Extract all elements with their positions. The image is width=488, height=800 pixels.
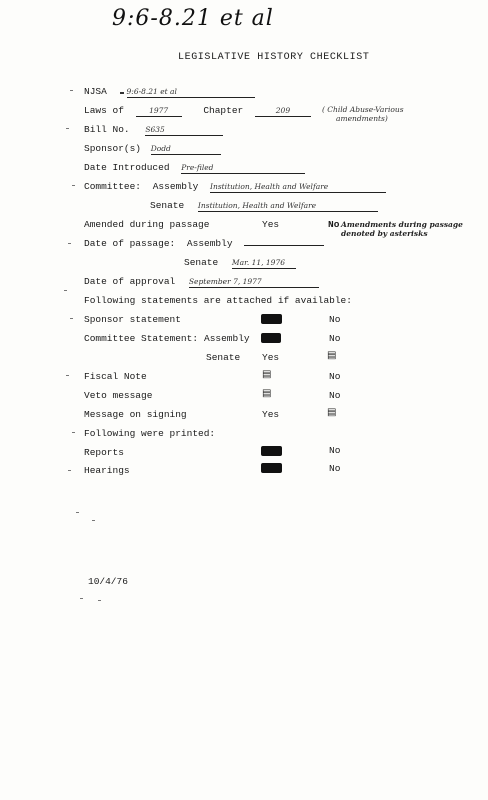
chapter-note-line1: ( Child Abuse-Various <box>322 105 404 114</box>
strike-mark-icon: ▤ <box>327 350 337 361</box>
passage-label: Date of passage: <box>84 238 176 249</box>
reports-label: Reports <box>84 447 124 458</box>
scan-speck <box>66 375 69 376</box>
hearings-label: Hearings <box>84 465 130 476</box>
laws-row <box>84 105 311 117</box>
scan-speck <box>72 432 75 433</box>
bill-no-label: Bill No. <box>84 124 130 135</box>
laws-of-value: 1977 <box>136 106 182 117</box>
laws-of-label: Laws of <box>84 105 124 116</box>
passage-senate-row <box>184 257 296 269</box>
committee-statement-senate-label: Senate <box>206 352 241 363</box>
amended-yes: Yes <box>262 219 280 230</box>
attached-heading: Following statements are attached if available: <box>84 295 352 306</box>
sponsor-statement-no: No <box>329 314 341 325</box>
scan-speck <box>76 512 79 513</box>
bill-row <box>84 124 223 136</box>
scan-speck <box>72 185 75 186</box>
chapter-note <box>322 105 404 123</box>
committee-statement-senate-yes: Yes <box>262 352 280 363</box>
chapter-note-line2: amendments) <box>336 114 388 123</box>
amended-note-line2: denoted by asterisks <box>341 229 428 238</box>
sponsor-label: Sponsor(s) <box>84 143 142 154</box>
scan-speck <box>70 318 73 319</box>
committee-assembly-row <box>84 181 386 193</box>
redaction-mark <box>261 333 281 343</box>
amended-no: No <box>328 219 340 230</box>
committee-senate-value: Institution, Health and Welfare <box>198 201 378 212</box>
njsa-row <box>84 86 255 98</box>
message-on-signing-label: Message on signing <box>84 409 187 420</box>
message-on-signing-yes: Yes <box>262 409 280 420</box>
committee-senate-label: Senate <box>150 200 185 211</box>
date-introduced-label: Date Introduced <box>84 162 170 173</box>
scan-speck <box>70 90 73 91</box>
redaction-mark <box>261 446 282 456</box>
committee-assembly-value: Institution, Health and Welfare <box>210 182 386 193</box>
amended-note <box>341 220 463 238</box>
amended-label: Amended during passage <box>84 219 210 230</box>
approval-label: Date of approval <box>84 276 176 287</box>
fiscal-note-label: Fiscal Note <box>84 371 147 382</box>
scan-speck <box>68 470 71 471</box>
veto-message-label: Veto message <box>84 390 153 401</box>
chapter-value: 209 <box>255 106 311 117</box>
redaction-mark <box>261 314 282 324</box>
passage-senate-value: Mar. 11, 1976 <box>232 258 296 269</box>
scan-speck <box>92 520 95 521</box>
approval-row <box>84 276 319 288</box>
date-introduced-value: Pre-filed <box>181 163 305 174</box>
committee-assembly-label: Assembly <box>152 181 199 192</box>
handwritten-title: 9:6-8.21 et al <box>112 6 274 31</box>
printed-heading: Following were printed: <box>84 428 216 439</box>
approval-value: September 7, 1977 <box>189 277 319 288</box>
bill-no-value: S635 <box>145 125 223 136</box>
sponsor-statement-label: Sponsor statement <box>84 314 181 325</box>
committee-senate-row <box>150 200 378 212</box>
committee-label: Committee: <box>84 181 142 192</box>
passage-assembly-value <box>244 245 324 246</box>
fiscal-note-no: No <box>329 371 341 382</box>
scan-speck <box>66 128 69 129</box>
date-introduced-row <box>84 162 305 174</box>
amended-note-line1: Amendments during passage <box>341 220 463 229</box>
committee-statement-label: Committee Statement: <box>84 333 199 344</box>
hearings-no: No <box>329 463 341 474</box>
redaction-mark <box>261 463 282 473</box>
sponsor-row <box>84 143 221 155</box>
scan-speck <box>68 243 71 244</box>
strike-mark-icon: ▤ <box>262 369 272 380</box>
njsa-label: NJSA <box>84 86 107 97</box>
committee-statement-assembly-no: No <box>329 333 341 344</box>
chapter-label: Chapter <box>203 105 244 116</box>
scan-speck <box>64 290 67 291</box>
scan-speck <box>98 600 101 601</box>
scan-speck <box>80 598 83 599</box>
footer-date: 10/4/76 <box>88 576 128 587</box>
strike-mark-icon: ▤ <box>327 407 337 418</box>
veto-message-no: No <box>329 390 341 401</box>
passage-assembly-row <box>84 238 324 249</box>
reports-no: No <box>329 445 341 456</box>
committee-statement-assembly-label: Assembly <box>204 333 250 344</box>
sponsor-value: Dodd <box>151 144 221 155</box>
passage-assembly-label: Assembly <box>186 238 233 249</box>
strike-mark-icon: ▤ <box>262 388 272 399</box>
njsa-value: 9:6-8.21 et al <box>127 87 255 98</box>
page-title: LEGISLATIVE HISTORY CHECKLIST <box>178 52 370 63</box>
scan-speck <box>120 92 124 94</box>
passage-senate-label: Senate <box>184 257 219 268</box>
